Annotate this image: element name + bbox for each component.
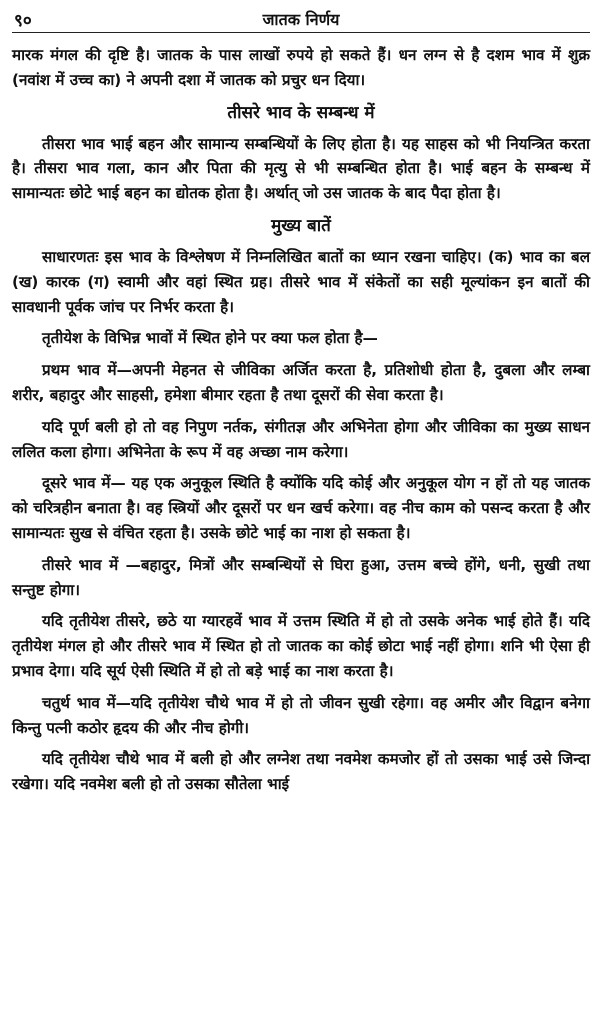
paragraph: यदि तृतीयेश चौथे भाव में बली हो और लग्नेश तथा नवमेश कमजोर हों तो उसका भाई उसे जिन्दा रखेगा। यदि नवमेश बली हो तो उसका सौतेला भाई bbox=[12, 750, 591, 794]
paragraph: साधारणतः इस भाव के विश्लेषण में निम्नलिखित बातों का ध्यान रखना चाहिए। (क) भाव का बल (ख) कारक (ग) स्वामी और वहां स्थित ग्रह। तीसरे भाव में संकेतों का सही मूल्यांकन इन बातों की सावधानी पूर्वक जांच पर निर्भर करता है। bbox=[12, 247, 590, 316]
page-number: ९० bbox=[14, 11, 32, 31]
paragraph: तीसरे भाव में —बहादुर, मित्रों और सम्बन्धियों से घिरा हुआ, उत्तम बच्चे होंगे, धनी, सुखी तथा सन्तुष्ट होगा। bbox=[12, 555, 590, 599]
paragraph: प्रथम भाव में—अपनी मेहनत से जीविका अर्जित करता है, प्रतिशोधी होता है, दुबला और लम्बा शरीर, बहादुर और साहसी, हमेशा बीमार रहता है तथा दूसरों की सेवा करता है। bbox=[12, 361, 590, 404]
paragraph: तीसरा भाव भाई बहन और सामान्य सम्बन्धियों के लिए होता है। यह साहस को भी नियन्त्रित करता है। तीसरा भाव गला, कान और पिता की मृत्यु से भी सम्बन्धित होता है। भाई बहन के सम्बन्ध में सामान्यतः छोटे भाई बहन का द्योतक होता है। अर्थात् जो उस जातक के बाद पैदा होता है। bbox=[12, 134, 590, 203]
paragraph: दूसरे भाव में— यह एक अनुकूल स्थिति है क्योंकि यदि कोई और अनुकूल योग न हों तो यह जातक को चरित्रहीन बनाता है। वह स्त्रियों और दूसरों पर धन खर्च करेगा। वह नीच काम को पसन्द करता है और सामान्यतः सुख से वंचित रहता है। उसके छोटे भाई का नाश हो सकता है। bbox=[12, 474, 590, 542]
page-body bbox=[12, 43, 590, 797]
running-header bbox=[12, 4, 590, 33]
running-title: जातक निर्णय bbox=[262, 10, 340, 29]
paragraph: यदि तृतीयेश तीसरे, छठे या ग्यारहवें भाव में उत्तम स्थिति में हो तो उसके अनेक भाई होते हैं। यदि तृतीयेश मंगल हो और तीसरे भाव में स्थित हो तो जातक का कोई छोटा भाई नहीं होगा। शनि भी ऐसा ही प्रभाव देगा। यदि सूर्य ऐसी स्थिति में हो तो बड़े भाई का नाश करता है। bbox=[12, 612, 590, 680]
paragraph: यदि पूर्ण बली हो तो वह निपुण नर्तक, संगीतज्ञ और अभिनेता होगा और जीविका का मुख्य साधन ललित कला होगा। अभिनेता के रूप में वह अच्छा नाम करेगा। bbox=[12, 417, 590, 461]
paragraph: तृतीयेश के विभिन्न भावों में स्थित होने पर क्या फल होता है— bbox=[42, 329, 378, 348]
paragraph: मारक मंगल की दृष्टि है। जातक के पास लाखों रुपये हो सकते हैं। धन लग्न से है दशम भाव में शुक्र (नवांश में उच्च का) ने अपनी दशा में जातक को प्रचुर धन दिया। bbox=[12, 46, 590, 89]
section-heading: तीसरे भाव के सम्बन्ध में bbox=[227, 102, 375, 123]
section-heading: मुख्य बातें bbox=[271, 215, 331, 236]
paragraph: चतुर्थ भाव में—यदि तृतीयेश चौथे भाव में हो तो जीवन सुखी रहेगा। वह अमीर और विद्वान बनेगा किन्तु पत्नी कठोर हृदय की और नीच होगी। bbox=[12, 693, 590, 737]
